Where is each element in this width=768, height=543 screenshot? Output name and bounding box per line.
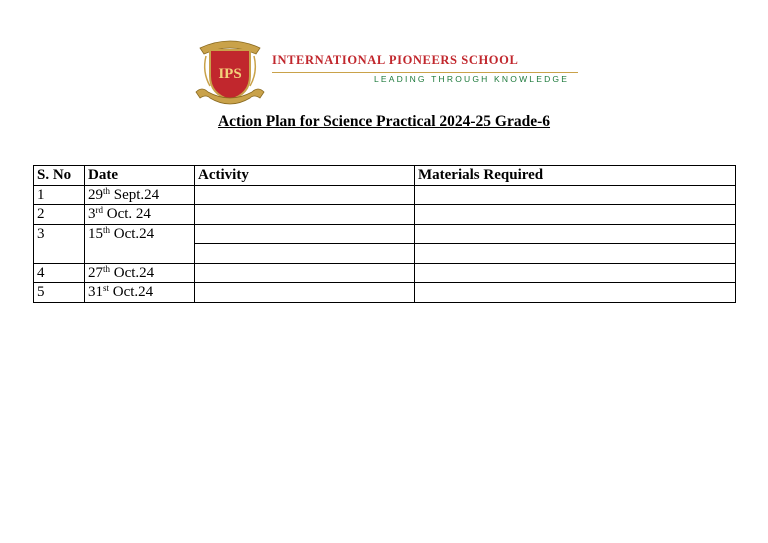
cell-materials <box>415 263 736 283</box>
document-title: Action Plan for Science Practical 2024-25 Grade-6 <box>217 113 551 130</box>
cell-date: 31st Oct.24 <box>85 283 195 303</box>
table-row <box>34 283 736 303</box>
cell-activity <box>195 205 415 225</box>
table-header-row <box>34 166 736 186</box>
table-row <box>34 224 736 244</box>
cell-sno: 3 <box>34 224 85 263</box>
column-header-date: Date <box>85 166 195 186</box>
cell-activity <box>195 224 415 244</box>
cell-activity <box>195 244 415 264</box>
table-row <box>34 205 736 225</box>
column-header-activity: Activity <box>195 166 415 186</box>
cell-activity <box>195 283 415 303</box>
cell-sno: 5 <box>34 283 85 303</box>
cell-materials <box>415 224 736 244</box>
cell-activity <box>195 185 415 205</box>
column-header-materials: Materials Required <box>415 166 736 186</box>
cell-date: 29th Sept.24 <box>85 185 195 205</box>
cell-sno: 2 <box>34 205 85 225</box>
table-row <box>34 185 736 205</box>
cell-sno: 1 <box>34 185 85 205</box>
header-divider <box>272 72 578 73</box>
cell-materials <box>415 244 736 264</box>
action-plan-table <box>33 165 736 303</box>
cell-materials <box>415 185 736 205</box>
school-name: INTERNATIONAL PIONEERS SCHOOL <box>272 53 519 67</box>
cell-date: 3rd Oct. 24 <box>85 205 195 225</box>
cell-materials <box>415 205 736 225</box>
cell-date: 15th Oct.24 <box>85 224 195 263</box>
crest-initials: IPS <box>218 66 242 82</box>
table-row <box>34 263 736 283</box>
school-tagline: LEADING THROUGH KNOWLEDGE <box>374 74 570 84</box>
column-header-sno: S. No <box>34 166 85 186</box>
cell-date: 27th Oct.24 <box>85 263 195 283</box>
cell-sno: 4 <box>34 263 85 283</box>
school-crest-logo <box>194 36 266 108</box>
school-header <box>194 36 584 108</box>
cell-activity <box>195 263 415 283</box>
cell-materials <box>415 283 736 303</box>
